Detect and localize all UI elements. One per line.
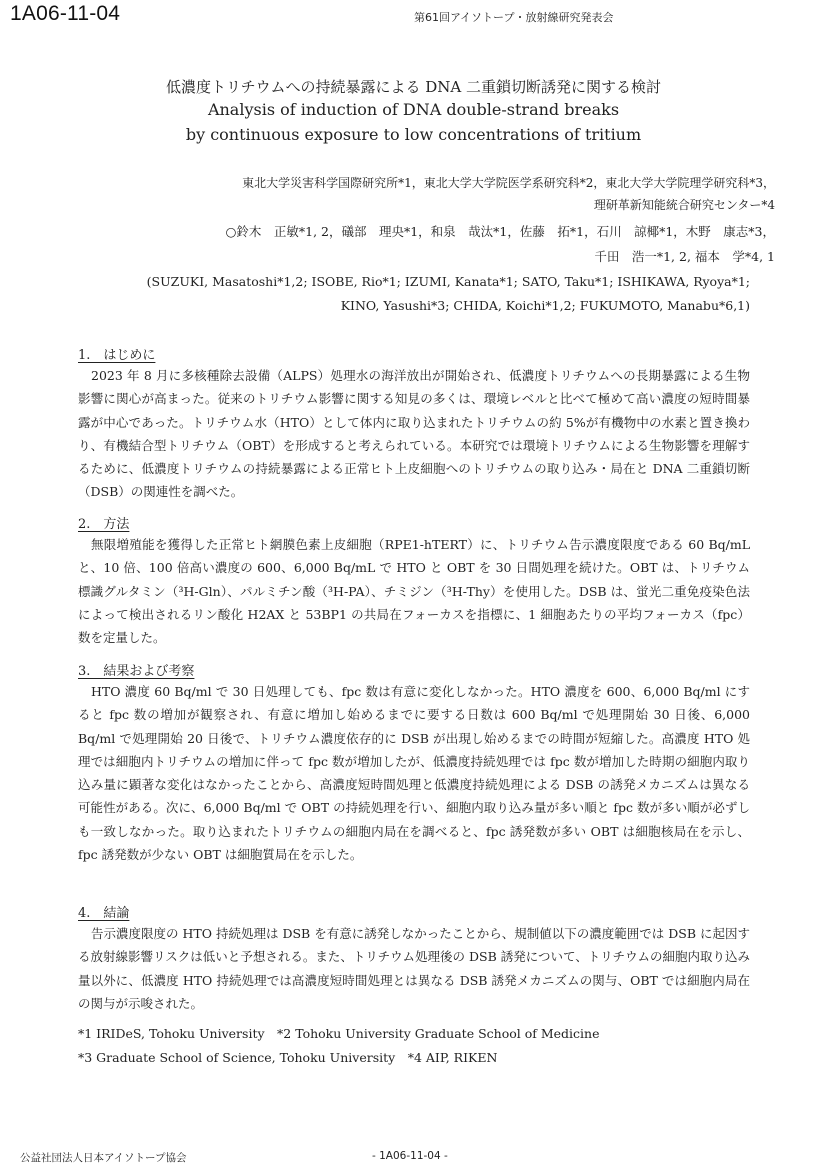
section-results — [78, 660, 750, 866]
footnotes — [78, 1022, 599, 1070]
authors-romanized — [147, 270, 750, 318]
section-body: HTO 濃度 60 Bq/ml で 30 日処理しても、fpc 数は有意に変化しなかった。HTO 濃度を 600、6,000 Bq/ml にすると fpc 数の増加が観察され、有意に増加し始めるまでに要する日数は 600 Bq/ml で処理開始 30 日後、6,000 Bq/ml で処理開始 20 日後で、トリチウム濃度依存的に DSB が出現し始めるまでの時間が短縮した。高濃度 HTO 処理では細胞内トリチウムの増加に伴って fpc 数が増加したが、低濃度持続処理では fpc 数が増加した時期の細胞内取り込み量に顕著な変化はなかったことから、高濃度短時間処理と低濃度持続処理による DSB の誘発メカニズムは異なる可能性がある。次に、6,000 Bq/ml で OBT の持続処理を行い、細胞内取り込み量が多い順と fpc 数が多い順が必ずしも一致しなかった。取り込まれたトリチウムの細胞内局在を調べると、fpc 誘発数が多い OBT は細胞核局在を示し、fpc 誘発数が少ない OBT は細胞質局在を示した。 — [78, 684, 750, 863]
section-heading: 1. はじめに — [78, 348, 156, 363]
conference-name: 第61回アイソトープ・放射線研究発表会 — [414, 11, 614, 24]
romanized-line2: KINO, Yasushi*3; CHIDA, Koichi*1,2; FUKUMOTO, Manabu*6,1) — [340, 298, 750, 313]
title-english-line1: Analysis of induction of DNA double-strand breaks — [207, 100, 620, 119]
footnote-line1: *1 IRIDeS, Tohoku University *2 Tohoku University Graduate School of Medicine — [78, 1026, 600, 1041]
title-english-line2: by continuous exposure to low concentrations of tritium — [185, 125, 642, 144]
romanized-line1: (SUZUKI, Masatoshi*1,2; ISOBE, Rio*1; IZUMI, Kanata*1; SATO, Taku*1; ISHIKAWA, Ryoya*1; — [146, 274, 750, 289]
section-conclusion — [78, 902, 750, 1015]
affiliations-line2: 理研革新知能統合研究センター*4 — [593, 198, 775, 212]
section-body: 無限増殖能を獲得した正常ヒト網膜色素上皮細胞（RPE1-hTERT）に、トリチウム告示濃度限度である 60 Bq/mL と、10 倍、100 倍高い濃度の 600、6,000 Bq/mL で HTO と OBT を 30 日間処理を続けた。OBT は、トリチウム標識グルタミン（³H-Gln）、パルミチン酸（³H-PA）、チミジン（³H-Thy）を使用した。DSB は、蛍光二重免疫染色法によって検出されるリン酸化 H2AX と 53BP1 の共局在フォーカスを指標に、1 細胞あたりの平均フォーカス（fpc）数を定量した。 — [78, 537, 750, 646]
section-introduction — [78, 344, 750, 504]
section-heading: 4. 結論 — [78, 906, 130, 921]
section-body: 2023 年 8 月に多核種除去設備（ALPS）処理水の海洋放出が開始され、低濃度トリチウムへの長期暴露による生物影響に関心が高まった。従来のトリチウム影響に関する知見の多くは、環境レベルと比べて極めて高い濃度の短時間暴露が中心であった。トリチウム水（HTO）として体内に取り込まれたトリチウムの約 5%が有機物中の水素と置き換わり、有機結合型トリチウム（OBT）を形成すると考えられている。本研究では環境トリチウムによる生物影響を理解するために、低濃度トリチウムの持続暴露による正常ヒト上皮細胞へのトリチウムの取り込み・局在と DNA 二重鎖切断（DSB）の関連性を調べた。 — [78, 368, 750, 500]
authors-line1: ○鈴木 正敏*1, 2，礒部 理央*1，和泉 哉汰*1，佐藤 拓*1，石川 諒椰*1，木野 康志*3， — [225, 224, 775, 239]
footnote-line2: *3 Graduate School of Science, Tohoku University *4 AIP, RIKEN — [78, 1050, 498, 1065]
affiliations-line1: 東北大学災害科学国際研究所*1，東北大学大学院医学系研究科*2，東北大学大学院理学研究科*3， — [242, 176, 775, 190]
abstract-code: 1A06-11-04 — [10, 2, 121, 25]
section-body: 告示濃度限度の HTO 持続処理は DSB を有意に誘発しなかったことから、規制値以下の濃度範囲では DSB に起因する放射線影響リスクは低いと予想される。また、トリチウム処理後の DSB 誘発について、トリチウムの細胞内取り込み量以外に、低濃度 HTO 持続処理では高濃度短時間処理とは異なる DSB 誘発メカニズムの関与、OBT では細胞内局在の関与が示唆された。 — [78, 926, 750, 1011]
authors-japanese — [225, 219, 775, 269]
publisher-footer: 公益社団法人日本アイソトープ協会 — [20, 1152, 187, 1164]
section-heading: 2. 方法 — [78, 517, 130, 532]
page-number: - 1A06-11-04 - — [372, 1150, 448, 1162]
section-heading: 3. 結果および考察 — [78, 664, 195, 679]
authors-line2: 千田 浩一*1, 2, 福本 学*4, 1 — [594, 249, 775, 264]
title-japanese: 低濃度トリチウムへの持続暴露による DNA 二重鎖切断誘発に関する検討 — [165, 78, 662, 96]
section-methods — [78, 513, 750, 649]
